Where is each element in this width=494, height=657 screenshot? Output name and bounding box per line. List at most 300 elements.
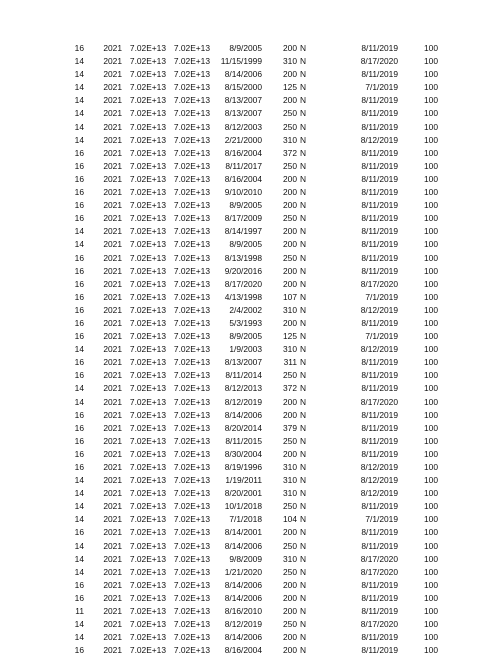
amount-cell: 200 <box>283 409 297 420</box>
percent-cell: 100 <box>424 645 438 656</box>
percent-cell: 100 <box>424 396 438 407</box>
percent-cell: 100 <box>424 56 438 67</box>
date-cell: 8/12/2013 <box>224 383 262 394</box>
id-cell-1: 7.02E+13 <box>129 448 166 459</box>
table-row <box>0 199 494 212</box>
date-cell: 2/21/2000 <box>224 134 262 145</box>
effective-date-cell: 8/11/2019 <box>361 357 398 368</box>
amount-cell: 250 <box>283 252 297 263</box>
flag-cell: N <box>300 553 307 564</box>
date-cell: 9/20/2016 <box>224 265 262 276</box>
code-cell: 16 <box>74 579 84 590</box>
amount-cell: 250 <box>283 160 297 171</box>
flag-cell: N <box>300 344 307 355</box>
flag-cell: N <box>300 579 307 590</box>
effective-date-cell: 8/11/2019 <box>361 317 398 328</box>
year-cell: 2021 <box>103 553 122 564</box>
id-cell-2: 7.02E+13 <box>173 501 210 512</box>
date-cell: 8/19/1996 <box>224 462 262 472</box>
flag-cell: N <box>300 317 307 328</box>
percent-cell: 100 <box>424 606 438 617</box>
id-cell-1: 7.02E+13 <box>129 239 166 250</box>
effective-date-cell: 8/11/2019 <box>361 448 398 459</box>
flag-cell: N <box>300 606 307 617</box>
code-cell: 14 <box>74 383 84 394</box>
id-cell-2: 7.02E+13 <box>173 134 210 145</box>
id-cell-1: 7.02E+13 <box>129 121 166 132</box>
flag-cell: N <box>300 187 307 198</box>
year-cell: 2021 <box>103 82 122 93</box>
year-cell: 2021 <box>103 121 122 132</box>
id-cell-1: 7.02E+13 <box>129 173 166 184</box>
id-cell-1: 7.02E+13 <box>129 592 166 603</box>
percent-cell: 100 <box>424 134 438 145</box>
flag-cell: N <box>300 396 307 407</box>
amount-cell: 200 <box>283 95 297 106</box>
table-row <box>0 422 494 435</box>
table-row <box>0 278 494 291</box>
year-cell: 2021 <box>103 56 122 67</box>
flag-cell: N <box>300 409 307 420</box>
date-cell: 8/16/2004 <box>224 173 262 184</box>
year-cell: 2021 <box>103 396 122 407</box>
amount-cell: 200 <box>283 200 297 211</box>
date-cell: 8/13/2007 <box>224 108 262 119</box>
table-row <box>0 160 494 173</box>
code-cell: 16 <box>74 43 84 53</box>
amount-cell: 250 <box>283 213 297 224</box>
percent-cell: 100 <box>424 187 438 198</box>
year-cell: 2021 <box>103 435 122 446</box>
percent-cell: 100 <box>424 304 438 315</box>
percent-cell: 100 <box>424 344 438 355</box>
date-cell: 1/9/2003 <box>229 344 262 355</box>
effective-date-cell: 8/11/2019 <box>361 121 398 132</box>
effective-date-cell: 8/11/2019 <box>361 540 398 551</box>
id-cell-2: 7.02E+13 <box>173 69 210 80</box>
table-row <box>0 579 494 592</box>
percent-cell: 100 <box>424 239 438 250</box>
date-cell: 8/12/2003 <box>224 121 262 132</box>
amount-cell: 200 <box>283 187 297 198</box>
date-cell: 8/14/2006 <box>224 69 262 80</box>
year-cell: 2021 <box>103 448 122 459</box>
flag-cell: N <box>300 527 307 538</box>
percent-cell: 100 <box>424 331 438 342</box>
id-cell-1: 7.02E+13 <box>129 69 166 80</box>
code-cell: 14 <box>74 514 84 525</box>
date-cell: 8/12/2019 <box>224 619 262 630</box>
id-cell-1: 7.02E+13 <box>129 43 166 53</box>
date-cell: 8/17/2009 <box>224 213 262 224</box>
percent-cell: 100 <box>424 317 438 328</box>
flag-cell: N <box>300 422 307 433</box>
code-cell: 14 <box>74 396 84 407</box>
id-cell-2: 7.02E+13 <box>173 160 210 171</box>
effective-date-cell: 8/11/2019 <box>361 409 398 420</box>
id-cell-1: 7.02E+13 <box>129 317 166 328</box>
id-cell-1: 7.02E+13 <box>129 514 166 525</box>
effective-date-cell: 7/1/2019 <box>365 82 398 93</box>
year-cell: 2021 <box>103 291 122 302</box>
date-cell: 11/15/1999 <box>220 56 262 67</box>
date-cell: 8/12/2019 <box>224 396 262 407</box>
table-row <box>0 448 494 461</box>
id-cell-1: 7.02E+13 <box>129 632 166 643</box>
table-row <box>0 409 494 422</box>
effective-date-cell: 8/11/2019 <box>361 527 398 538</box>
id-cell-2: 7.02E+13 <box>173 95 210 106</box>
flag-cell: N <box>300 370 307 381</box>
id-cell-1: 7.02E+13 <box>129 540 166 551</box>
id-cell-1: 7.02E+13 <box>129 501 166 512</box>
code-cell: 14 <box>74 134 84 145</box>
date-cell: 8/13/2007 <box>224 357 262 368</box>
id-cell-1: 7.02E+13 <box>129 409 166 420</box>
year-cell: 2021 <box>103 462 122 472</box>
id-cell-2: 7.02E+13 <box>173 514 210 525</box>
id-cell-2: 7.02E+13 <box>173 422 210 433</box>
id-cell-2: 7.02E+13 <box>173 173 210 184</box>
date-cell: 8/9/2005 <box>229 331 262 342</box>
code-cell: 16 <box>74 331 84 342</box>
id-cell-1: 7.02E+13 <box>129 95 166 106</box>
id-cell-1: 7.02E+13 <box>129 56 166 67</box>
effective-date-cell: 8/12/2019 <box>360 488 398 499</box>
year-cell: 2021 <box>103 213 122 224</box>
date-cell: 8/16/2010 <box>224 606 262 617</box>
amount-cell: 200 <box>283 592 297 603</box>
code-cell: 14 <box>74 632 84 643</box>
code-cell: 16 <box>74 252 84 263</box>
flag-cell: N <box>300 239 307 250</box>
amount-cell: 372 <box>283 147 297 158</box>
id-cell-1: 7.02E+13 <box>129 645 166 656</box>
amount-cell: 379 <box>283 422 297 433</box>
percent-cell: 100 <box>424 370 438 381</box>
id-cell-2: 7.02E+13 <box>173 43 210 53</box>
code-cell: 14 <box>74 553 84 564</box>
table-row <box>0 291 494 304</box>
code-cell: 14 <box>74 239 84 250</box>
id-cell-1: 7.02E+13 <box>129 331 166 342</box>
code-cell: 14 <box>74 488 84 499</box>
effective-date-cell: 8/17/2020 <box>360 566 398 577</box>
code-cell: 16 <box>74 357 84 368</box>
date-cell: 8/14/2006 <box>224 409 262 420</box>
year-cell: 2021 <box>103 632 122 643</box>
table-row <box>0 173 494 186</box>
flag-cell: N <box>300 632 307 643</box>
code-cell: 14 <box>74 501 84 512</box>
year-cell: 2021 <box>103 134 122 145</box>
amount-cell: 107 <box>283 291 297 302</box>
effective-date-cell: 8/12/2019 <box>360 304 398 315</box>
id-cell-2: 7.02E+13 <box>173 409 210 420</box>
flag-cell: N <box>300 56 307 67</box>
id-cell-1: 7.02E+13 <box>129 475 166 486</box>
year-cell: 2021 <box>103 226 122 237</box>
effective-date-cell: 8/11/2019 <box>361 187 398 198</box>
table-row <box>0 343 494 356</box>
id-cell-2: 7.02E+13 <box>173 645 210 656</box>
year-cell: 2021 <box>103 606 122 617</box>
flag-cell: N <box>300 121 307 132</box>
effective-date-cell: 8/12/2019 <box>360 475 398 486</box>
id-cell-2: 7.02E+13 <box>173 632 210 643</box>
id-cell-1: 7.02E+13 <box>129 226 166 237</box>
id-cell-2: 7.02E+13 <box>173 200 210 211</box>
code-cell: 14 <box>74 475 84 486</box>
table-row <box>0 68 494 81</box>
flag-cell: N <box>300 173 307 184</box>
year-cell: 2021 <box>103 540 122 551</box>
date-cell: 8/20/2014 <box>224 422 262 433</box>
effective-date-cell: 8/11/2019 <box>361 579 398 590</box>
year-cell: 2021 <box>103 239 122 250</box>
effective-date-cell: 8/11/2019 <box>361 645 398 656</box>
effective-date-cell: 8/11/2019 <box>361 632 398 643</box>
amount-cell: 250 <box>283 501 297 512</box>
code-cell: 14 <box>74 619 84 630</box>
table-row <box>0 42 494 55</box>
year-cell: 2021 <box>103 43 122 53</box>
table-row <box>0 382 494 395</box>
id-cell-2: 7.02E+13 <box>173 82 210 93</box>
amount-cell: 250 <box>283 370 297 381</box>
year-cell: 2021 <box>103 147 122 158</box>
flag-cell: N <box>300 462 307 472</box>
table-row <box>0 55 494 68</box>
flag-cell: N <box>300 592 307 603</box>
effective-date-cell: 8/11/2019 <box>361 501 398 512</box>
year-cell: 2021 <box>103 69 122 80</box>
table-row <box>0 225 494 238</box>
flag-cell: N <box>300 357 307 368</box>
table-row <box>0 330 494 343</box>
percent-cell: 100 <box>424 592 438 603</box>
amount-cell: 250 <box>283 566 297 577</box>
flag-cell: N <box>300 448 307 459</box>
flag-cell: N <box>300 82 307 93</box>
id-cell-2: 7.02E+13 <box>173 265 210 276</box>
table-row <box>0 121 494 134</box>
code-cell: 16 <box>74 435 84 446</box>
id-cell-1: 7.02E+13 <box>129 619 166 630</box>
year-cell: 2021 <box>103 357 122 368</box>
percent-cell: 100 <box>424 226 438 237</box>
code-cell: 16 <box>74 278 84 289</box>
id-cell-2: 7.02E+13 <box>173 383 210 394</box>
flag-cell: N <box>300 252 307 263</box>
year-cell: 2021 <box>103 501 122 512</box>
year-cell: 2021 <box>103 331 122 342</box>
code-cell: 16 <box>74 592 84 603</box>
flag-cell: N <box>300 488 307 499</box>
code-cell: 14 <box>74 69 84 80</box>
amount-cell: 125 <box>283 82 297 93</box>
year-cell: 2021 <box>103 645 122 656</box>
percent-cell: 100 <box>424 95 438 106</box>
year-cell: 2021 <box>103 278 122 289</box>
id-cell-1: 7.02E+13 <box>129 82 166 93</box>
amount-cell: 200 <box>283 317 297 328</box>
id-cell-2: 7.02E+13 <box>173 147 210 158</box>
id-cell-1: 7.02E+13 <box>129 435 166 446</box>
date-cell: 10/1/2018 <box>224 501 262 512</box>
id-cell-2: 7.02E+13 <box>173 239 210 250</box>
table-row <box>0 356 494 369</box>
amount-cell: 310 <box>283 553 297 564</box>
effective-date-cell: 8/11/2019 <box>361 383 398 394</box>
date-cell: 8/14/2006 <box>224 592 262 603</box>
table-row <box>0 238 494 251</box>
date-cell: 8/13/1998 <box>224 252 262 263</box>
date-cell: 8/9/2005 <box>229 239 262 250</box>
flag-cell: N <box>300 540 307 551</box>
percent-cell: 100 <box>424 579 438 590</box>
date-cell: 1/19/2011 <box>225 475 262 486</box>
code-cell: 16 <box>74 645 84 656</box>
effective-date-cell: 8/11/2019 <box>361 252 398 263</box>
amount-cell: 200 <box>283 43 297 53</box>
date-cell: 8/16/2004 <box>224 147 262 158</box>
effective-date-cell: 8/11/2019 <box>361 592 398 603</box>
percent-cell: 100 <box>424 69 438 80</box>
id-cell-2: 7.02E+13 <box>173 619 210 630</box>
id-cell-2: 7.02E+13 <box>173 331 210 342</box>
effective-date-cell: 8/11/2019 <box>361 213 398 224</box>
id-cell-1: 7.02E+13 <box>129 606 166 617</box>
table-row <box>0 81 494 94</box>
table-row <box>0 618 494 631</box>
percent-cell: 100 <box>424 566 438 577</box>
year-cell: 2021 <box>103 579 122 590</box>
id-cell-2: 7.02E+13 <box>173 592 210 603</box>
id-cell-1: 7.02E+13 <box>129 252 166 263</box>
table-row <box>0 147 494 160</box>
flag-cell: N <box>300 43 307 53</box>
amount-cell: 200 <box>283 396 297 407</box>
table-row <box>0 605 494 618</box>
effective-date-cell: 8/11/2019 <box>361 422 398 433</box>
id-cell-2: 7.02E+13 <box>173 357 210 368</box>
flag-cell: N <box>300 95 307 106</box>
date-cell: 8/14/2006 <box>224 632 262 643</box>
table-row <box>0 94 494 107</box>
id-cell-1: 7.02E+13 <box>129 108 166 119</box>
flag-cell: N <box>300 501 307 512</box>
effective-date-cell: 8/11/2019 <box>361 370 398 381</box>
percent-cell: 100 <box>424 291 438 302</box>
flag-cell: N <box>300 278 307 289</box>
effective-date-cell: 8/11/2019 <box>361 435 398 446</box>
id-cell-1: 7.02E+13 <box>129 265 166 276</box>
effective-date-cell: 8/17/2020 <box>360 56 398 67</box>
effective-date-cell: 8/11/2019 <box>361 173 398 184</box>
percent-cell: 100 <box>424 200 438 211</box>
id-cell-1: 7.02E+13 <box>129 370 166 381</box>
id-cell-2: 7.02E+13 <box>173 226 210 237</box>
flag-cell: N <box>300 383 307 394</box>
code-cell: 16 <box>74 527 84 538</box>
spreadsheet-table <box>0 42 494 657</box>
table-row <box>0 540 494 553</box>
id-cell-2: 7.02E+13 <box>173 553 210 564</box>
amount-cell: 311 <box>283 357 297 368</box>
date-cell: 8/16/2004 <box>224 645 262 656</box>
effective-date-cell: 8/11/2019 <box>361 147 398 158</box>
effective-date-cell: 8/11/2019 <box>361 43 398 53</box>
id-cell-2: 7.02E+13 <box>173 278 210 289</box>
effective-date-cell: 8/12/2019 <box>360 344 398 355</box>
effective-date-cell: 8/11/2019 <box>361 160 398 171</box>
percent-cell: 100 <box>424 435 438 446</box>
percent-cell: 100 <box>424 383 438 394</box>
effective-date-cell: 8/11/2019 <box>361 200 398 211</box>
effective-date-cell: 8/17/2020 <box>360 619 398 630</box>
table-row <box>0 513 494 526</box>
year-cell: 2021 <box>103 200 122 211</box>
date-cell: 1/21/2020 <box>224 566 262 577</box>
table-row <box>0 461 494 474</box>
code-cell: 16 <box>74 147 84 158</box>
date-cell: 9/8/2009 <box>229 553 262 564</box>
percent-cell: 100 <box>424 475 438 486</box>
id-cell-1: 7.02E+13 <box>129 396 166 407</box>
code-cell: 16 <box>74 265 84 276</box>
effective-date-cell: 8/11/2019 <box>361 108 398 119</box>
date-cell: 8/11/2014 <box>225 370 262 381</box>
flag-cell: N <box>300 566 307 577</box>
table-row <box>0 186 494 199</box>
amount-cell: 200 <box>283 239 297 250</box>
code-cell: 16 <box>74 317 84 328</box>
table-row <box>0 566 494 579</box>
effective-date-cell: 8/11/2019 <box>361 69 398 80</box>
id-cell-1: 7.02E+13 <box>129 160 166 171</box>
id-cell-1: 7.02E+13 <box>129 422 166 433</box>
table-row <box>0 631 494 644</box>
id-cell-1: 7.02E+13 <box>129 304 166 315</box>
flag-cell: N <box>300 200 307 211</box>
table-row <box>0 252 494 265</box>
percent-cell: 100 <box>424 43 438 53</box>
amount-cell: 200 <box>283 278 297 289</box>
effective-date-cell: 7/1/2019 <box>365 331 398 342</box>
id-cell-2: 7.02E+13 <box>173 108 210 119</box>
date-cell: 2/4/2002 <box>229 304 262 315</box>
percent-cell: 100 <box>424 173 438 184</box>
id-cell-2: 7.02E+13 <box>173 475 210 486</box>
year-cell: 2021 <box>103 422 122 433</box>
code-cell: 16 <box>74 160 84 171</box>
year-cell: 2021 <box>103 619 122 630</box>
percent-cell: 100 <box>424 553 438 564</box>
flag-cell: N <box>300 475 307 486</box>
code-cell: 16 <box>74 173 84 184</box>
amount-cell: 104 <box>283 514 297 525</box>
id-cell-1: 7.02E+13 <box>129 488 166 499</box>
table-row <box>0 592 494 605</box>
year-cell: 2021 <box>103 265 122 276</box>
id-cell-2: 7.02E+13 <box>173 291 210 302</box>
id-cell-2: 7.02E+13 <box>173 187 210 198</box>
amount-cell: 200 <box>283 173 297 184</box>
id-cell-1: 7.02E+13 <box>129 200 166 211</box>
id-cell-2: 7.02E+13 <box>173 579 210 590</box>
table-row <box>0 317 494 330</box>
